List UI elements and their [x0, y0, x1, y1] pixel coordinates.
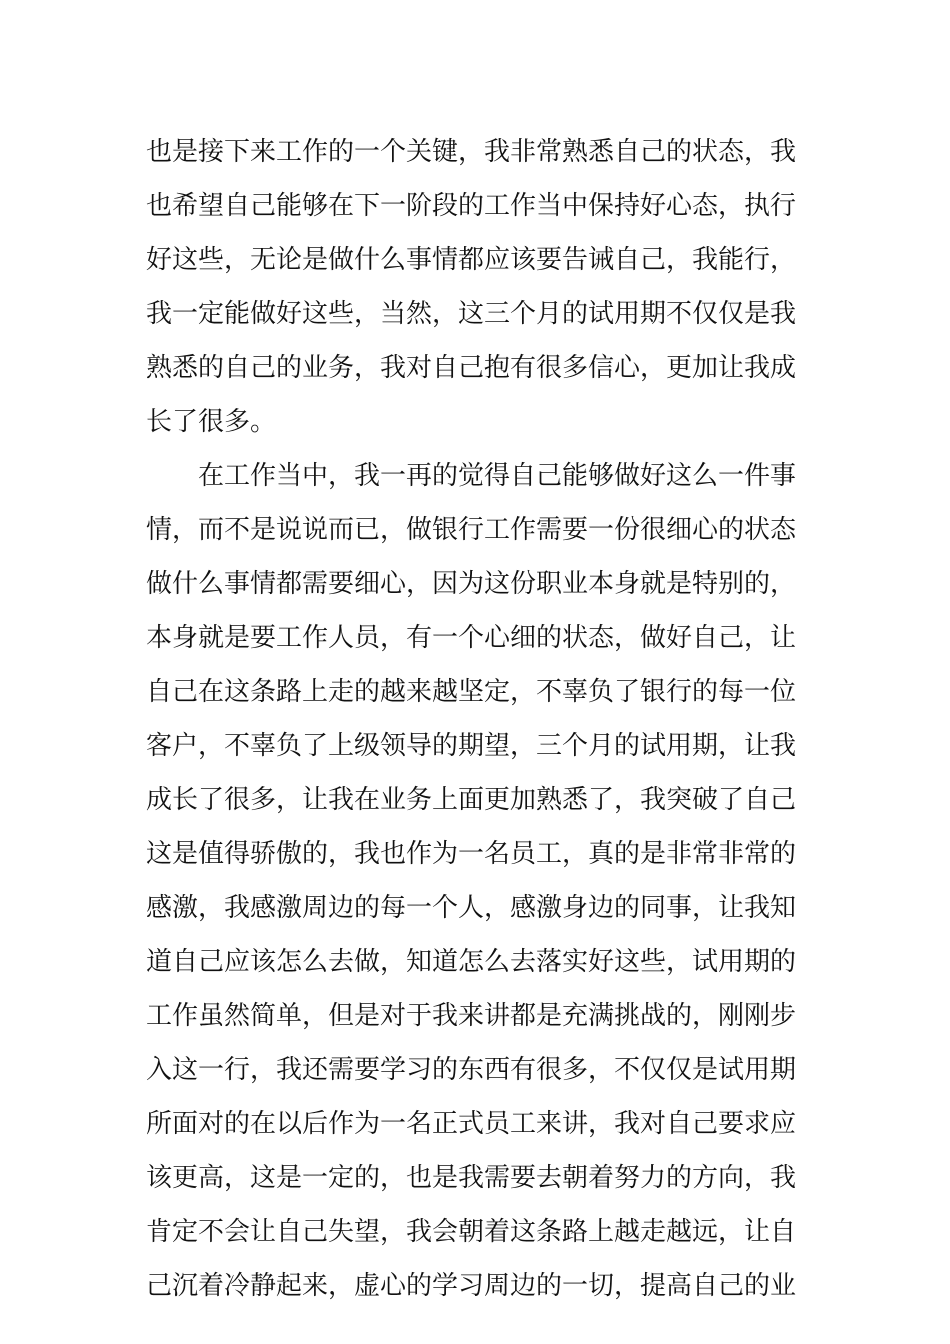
text-line: 好这些，无论是做什么事情都应该要告诫自己，我能行，	[146, 245, 797, 275]
text-line: 熟悉的自己的业务，我对自己抱有很多信心，更加让我成	[146, 353, 797, 383]
text-line: 肯定不会让自己失望，我会朝着这条路上越走越远，让自	[146, 1217, 797, 1247]
text-line: 己沉着冷静起来，虚心的学习周边的一切，提高自己的业	[146, 1271, 797, 1301]
text-line: 也希望自己能够在下一阶段的工作当中保持好心态，执行	[146, 191, 797, 221]
text-line: 自己在这条路上走的越来越坚定，不辜负了银行的每一位	[146, 677, 797, 707]
body-text	[146, 125, 816, 1313]
text-line: 在工作当中，我一再的觉得自己能够做好这么一件事	[146, 461, 797, 491]
text-line: 客户，不辜负了上级领导的期望，三个月的试用期，让我	[146, 731, 797, 761]
text-line: 所面对的在以后作为一名正式员工来讲，我对自己要求应	[146, 1109, 797, 1139]
text-line: 感激，我感激周边的每一个人，感激身边的同事，让我知	[146, 893, 797, 923]
text-line: 做什么事情都需要细心，因为这份职业本身就是特别的，	[146, 569, 797, 599]
text-line: 该更高，这是一定的，也是我需要去朝着努力的方向，我	[146, 1163, 797, 1193]
text-line: 入这一行，我还需要学习的东西有很多，不仅仅是试用期	[146, 1055, 797, 1085]
text-line: 成长了很多，让我在业务上面更加熟悉了，我突破了自己	[146, 785, 797, 815]
text-line: 工作虽然简单，但是对于我来讲都是充满挑战的，刚刚步	[146, 1001, 797, 1031]
text-line: 本身就是要工作人员，有一个心细的状态，做好自己，让	[146, 623, 797, 653]
text-line: 我一定能做好这些，当然，这三个月的试用期不仅仅是我	[146, 299, 797, 329]
text-line: 也是接下来工作的一个关键，我非常熟悉自己的状态，我	[146, 137, 797, 167]
text-line: 这是值得骄傲的，我也作为一名员工，真的是非常非常的	[146, 839, 797, 869]
text-line: 情，而不是说说而已，做银行工作需要一份很细心的状态	[146, 515, 797, 545]
text-line: 长了很多。	[146, 407, 277, 437]
text-line: 道自己应该怎么去做，知道怎么去落实好这些，试用期的	[146, 947, 797, 977]
